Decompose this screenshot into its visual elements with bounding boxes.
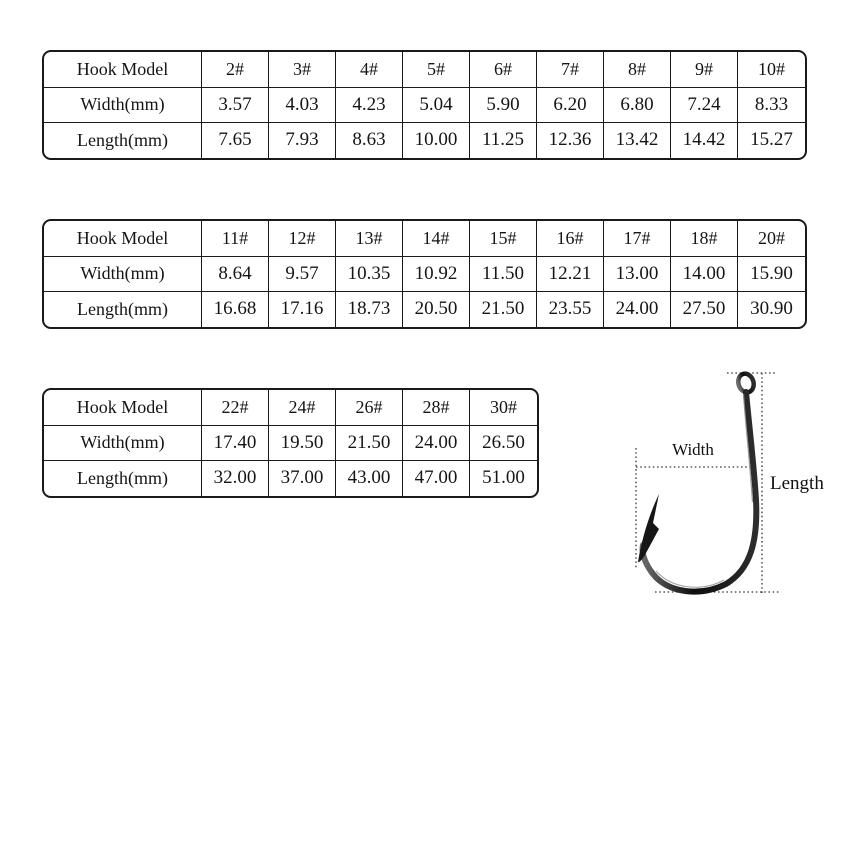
- model-header: 13#: [336, 221, 403, 257]
- model-header: 9#: [671, 52, 738, 88]
- model-header: 6#: [470, 52, 537, 88]
- model-header: 3#: [269, 52, 336, 88]
- length-value: 13.42: [604, 123, 671, 158]
- size-table-11-to-20: [42, 219, 807, 329]
- model-header: 22#: [202, 390, 269, 426]
- length-value: 47.00: [403, 461, 470, 496]
- table-row: [44, 257, 805, 293]
- length-value: 20.50: [403, 292, 470, 327]
- length-value: 27.50: [671, 292, 738, 327]
- table-row: [44, 390, 537, 426]
- length-value: 12.36: [537, 123, 604, 158]
- size-table-22-to-30: [42, 388, 539, 498]
- row-label-width: Width(mm): [44, 257, 202, 293]
- length-value: 17.16: [269, 292, 336, 327]
- width-value: 19.50: [269, 426, 336, 462]
- model-header: 14#: [403, 221, 470, 257]
- length-value: 51.00: [482, 467, 525, 489]
- length-value: 37.00: [269, 461, 336, 496]
- length-value: 30.90: [750, 298, 793, 320]
- row-label-length: Length(mm): [44, 461, 202, 496]
- model-header: 4#: [336, 52, 403, 88]
- width-value: 26.50: [470, 426, 537, 462]
- size-table-2-to-10: [42, 50, 807, 160]
- width-value: 13.00: [604, 257, 671, 293]
- model-header: 26#: [336, 390, 403, 426]
- length-value: 23.55: [537, 292, 604, 327]
- model-header: 11#: [202, 221, 269, 257]
- row-label-length: Length(mm): [44, 292, 202, 327]
- length-value: 10.00: [403, 123, 470, 158]
- corner-header-hook-model: Hook Model: [44, 221, 202, 257]
- model-header: 8#: [604, 52, 671, 88]
- row-label-width: Width(mm): [44, 88, 202, 124]
- model-header: 24#: [269, 390, 336, 426]
- model-header: 12#: [269, 221, 336, 257]
- hook-shank-and-bend: [643, 392, 757, 592]
- length-value: 7.65: [202, 123, 269, 158]
- row-label-width: Width(mm): [44, 426, 202, 462]
- length-value: 11.25: [470, 123, 537, 158]
- width-value: 6.20: [537, 88, 604, 124]
- width-value: 6.80: [604, 88, 671, 124]
- length-value: 24.00: [604, 292, 671, 327]
- length-value: 7.93: [269, 123, 336, 158]
- width-value: 5.04: [403, 88, 470, 124]
- model-header: 5#: [403, 52, 470, 88]
- length-value: 18.73: [336, 292, 403, 327]
- table-row: [44, 461, 537, 496]
- table-row: [44, 426, 537, 462]
- length-value: 21.50: [470, 292, 537, 327]
- hook-measurement-diagram: [560, 350, 850, 605]
- width-value: 8.64: [202, 257, 269, 293]
- width-value: 21.50: [336, 426, 403, 462]
- model-header: 16#: [537, 221, 604, 257]
- width-value: 12.21: [537, 257, 604, 293]
- width-value: 4.03: [269, 88, 336, 124]
- table-row: [44, 292, 805, 327]
- width-dimension-label: Width: [672, 440, 714, 459]
- width-value: 11.50: [470, 257, 537, 293]
- width-value: 14.00: [671, 257, 738, 293]
- length-value: 8.63: [336, 123, 403, 158]
- width-value: 24.00: [403, 426, 470, 462]
- model-header: 28#: [403, 390, 470, 426]
- model-header: 7#: [537, 52, 604, 88]
- corner-header-hook-model: Hook Model: [44, 390, 202, 426]
- length-dimension-label: Length: [770, 473, 824, 494]
- model-header: 18#: [671, 221, 738, 257]
- length-value: 14.42: [671, 123, 738, 158]
- length-value: 16.68: [202, 292, 269, 327]
- hook-point-and-barb: [638, 494, 659, 562]
- model-header: 2#: [202, 52, 269, 88]
- table-row: [44, 123, 805, 158]
- length-value: 32.00: [202, 461, 269, 496]
- model-header: 20#: [738, 221, 805, 257]
- width-value: 5.90: [470, 88, 537, 124]
- length-value: 15.27: [750, 129, 793, 151]
- width-value: 10.92: [403, 257, 470, 293]
- width-value: 9.57: [269, 257, 336, 293]
- table-row: [44, 52, 805, 88]
- width-value: 8.33: [738, 88, 805, 124]
- model-header: 15#: [470, 221, 537, 257]
- table-row: [44, 221, 805, 257]
- model-header: 17#: [604, 221, 671, 257]
- corner-header-hook-model: Hook Model: [44, 52, 202, 88]
- width-value: 15.90: [738, 257, 805, 293]
- model-header: 30#: [470, 390, 537, 426]
- width-value: 10.35: [336, 257, 403, 293]
- row-label-length: Length(mm): [44, 123, 202, 158]
- length-value: 43.00: [336, 461, 403, 496]
- width-value: 17.40: [202, 426, 269, 462]
- table-row: [44, 88, 805, 124]
- width-value: 4.23: [336, 88, 403, 124]
- width-value: 7.24: [671, 88, 738, 124]
- width-value: 3.57: [202, 88, 269, 124]
- model-header: 10#: [738, 52, 805, 88]
